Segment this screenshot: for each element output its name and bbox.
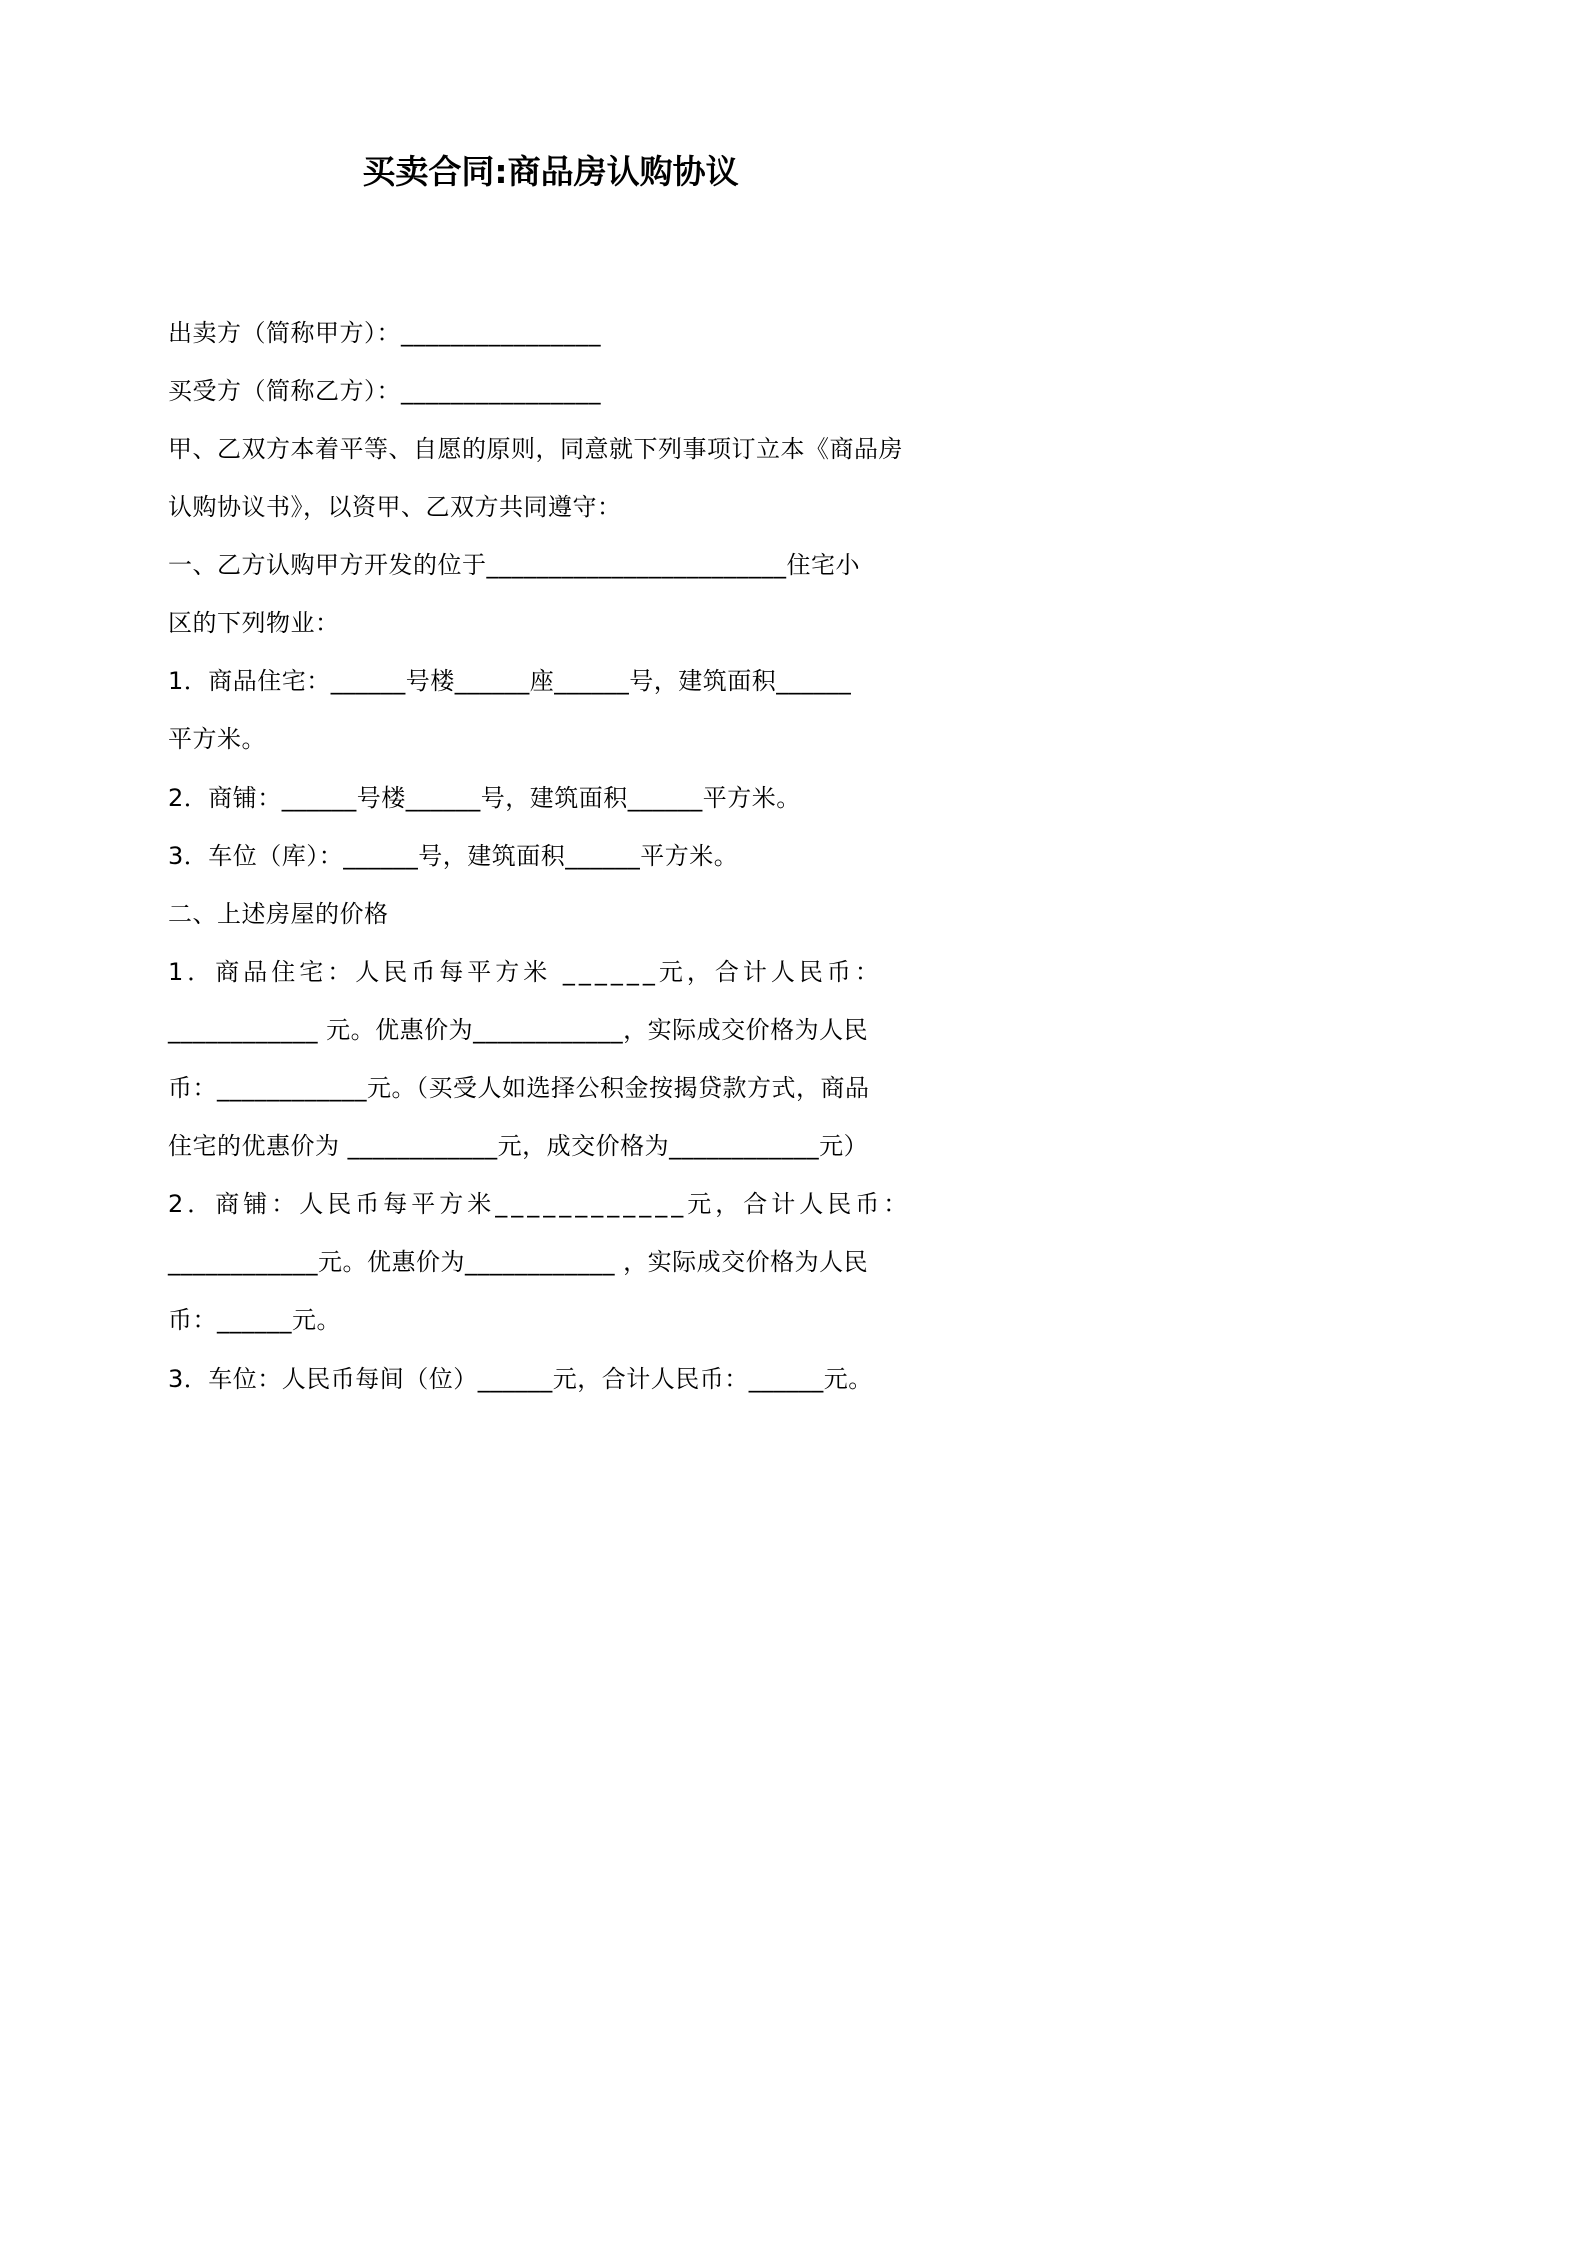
preamble-line-2: 认购协议书》，以资甲、乙双方共同遵守： <box>168 493 622 521</box>
clause-2-item-1-line-2: ____________ 元。优惠价为____________，实际成交价格为人民 <box>168 1016 869 1044</box>
clause-1-line-1: 一、乙方认购甲方开发的位于________________________住宅小 <box>168 551 860 579</box>
clause-2-item-2-line-2: ____________元。优惠价为____________ ，实际成交价格为人民 <box>168 1248 869 1276</box>
clause-2-item-1-line-4: 住宅的优惠价为 ____________元，成交价格为____________元） <box>168 1132 869 1160</box>
seller-line: 出卖方（简称甲方）：________________ <box>168 319 601 347</box>
clause-2-heading: 二、上述房屋的价格 <box>168 900 389 928</box>
clause-2-item-2-line-1: 2．商铺：人民币每平方米____________元，合计人民币： <box>168 1190 912 1218</box>
clause-1-line-2: 区的下列物业： <box>168 609 340 637</box>
clause-2-item-3: 3．车位：人民币每间（位）______元，合计人民币：______元。 <box>168 1365 873 1393</box>
clause-1-item-1-line-2: 平方米。 <box>168 725 266 753</box>
clause-1-item-2: 2．商铺：______号楼______号，建筑面积______平方米。 <box>168 784 801 812</box>
clause-1-item-1-line-1: 1．商品住宅：______号楼______座______号，建筑面积______ <box>168 667 852 695</box>
clause-1-item-3: 3．车位（库）：______号，建筑面积______平方米。 <box>168 842 739 870</box>
clause-2-item-1-line-3: 币：____________元。（买受人如选择公积金按揭贷款方式，商品 <box>168 1074 870 1102</box>
document-page <box>0 0 1101 1558</box>
document-title: 买卖合同:商品房认购协议 <box>362 152 739 191</box>
preamble-line-1: 甲、乙双方本着平等、自愿的原则，同意就下列事项订立本《商品房 <box>168 435 903 463</box>
clause-2-item-2-line-3: 币：______元。 <box>168 1306 341 1334</box>
buyer-line: 买受方（简称乙方）：________________ <box>168 377 601 405</box>
clause-2-item-1-line-1: 1．商品住宅：人民币每平方米 ______元，合计人民币： <box>168 958 883 986</box>
